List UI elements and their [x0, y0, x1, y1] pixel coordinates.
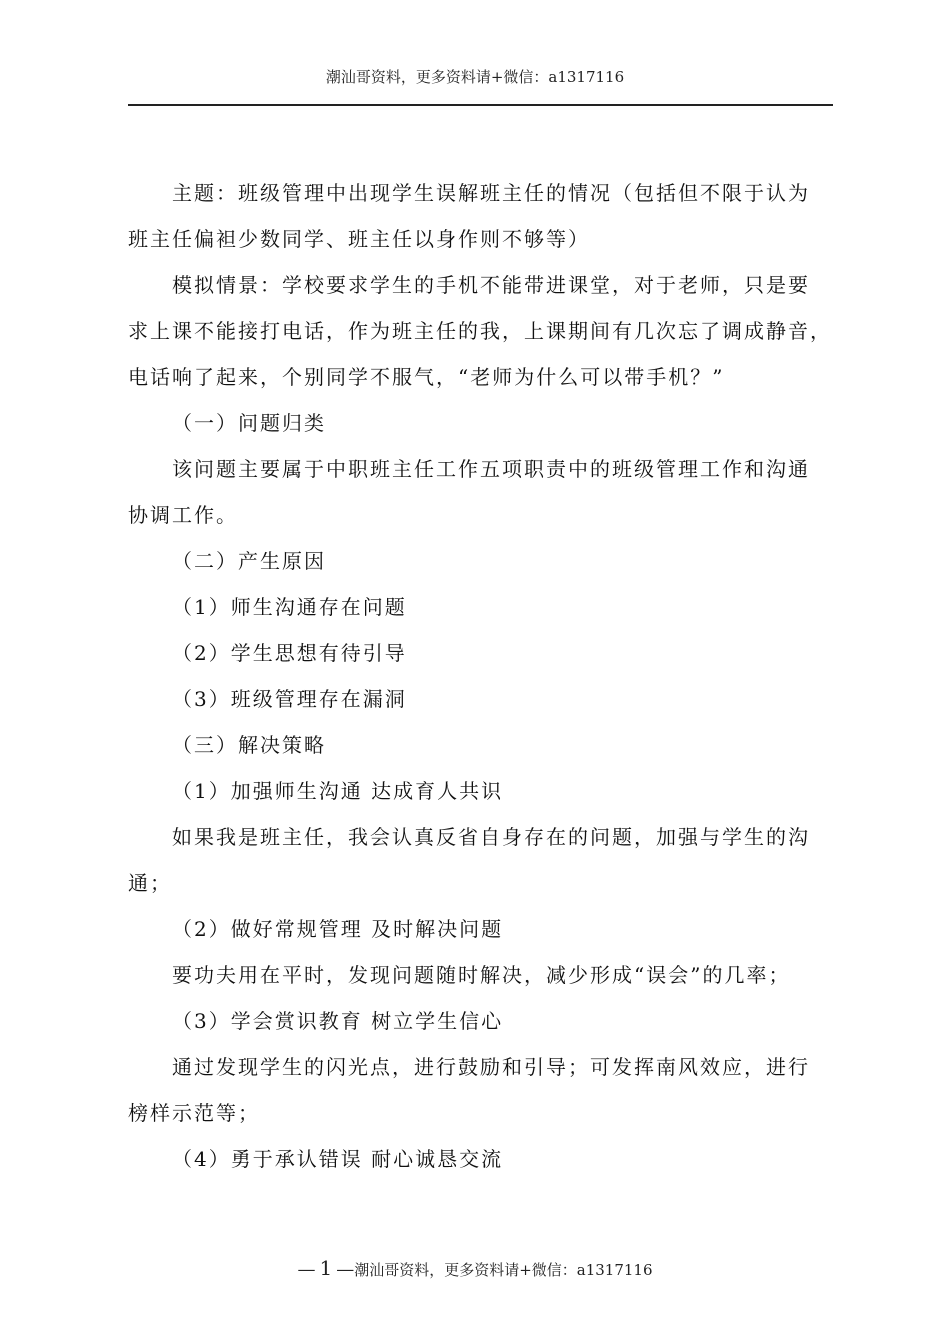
list-item: （2）学生思想有待引导 [172, 641, 407, 665]
footer-dash-right: — [336, 1259, 355, 1280]
paragraph-line: 该问题主要属于中职班主任工作五项职责中的班级管理工作和沟通 [172, 457, 810, 481]
section-heading: （二）产生原因 [172, 549, 326, 573]
strategy-heading: （2）做好常规管理 及时解决问题 [172, 917, 504, 941]
paragraph-line: 班主任偏袒少数同学、班主任以身作则不够等） [128, 227, 590, 251]
paragraph-line: 如果我是班主任，我会认真反省自身存在的问题，加强与学生的沟 [172, 825, 810, 849]
paragraph-line: 模拟情景：学校要求学生的手机不能带进课堂，对于老师，只是要 [172, 273, 810, 297]
page-header: 潮汕哥资料，更多资料请+微信：a1317116 [325, 68, 625, 86]
list-item: （1）师生沟通存在问题 [172, 595, 407, 619]
page-number: 1 [319, 1256, 333, 1280]
strategy-heading: （4）勇于承认错误 耐心诚恳交流 [172, 1147, 504, 1171]
document-body [128, 170, 833, 1182]
header-divider [128, 104, 833, 106]
list-item: （3）班级管理存在漏洞 [172, 687, 407, 711]
paragraph-line: 电话响了起来，个别同学不服气，“老师为什么可以带手机？” [128, 365, 725, 389]
footer-text: 潮汕哥资料，更多资料请+微信：a1317116 [354, 1261, 653, 1279]
paragraph-line: 通； [128, 871, 172, 895]
page-footer [0, 1256, 950, 1280]
paragraph-line: 协调工作。 [128, 503, 238, 527]
paragraph-line: 主题：班级管理中出现学生误解班主任的情况（包括但不限于认为 [172, 181, 810, 205]
paragraph-line: 要功夫用在平时，发现问题随时解决，减少形成“误会”的几率； [172, 963, 791, 987]
paragraph-line: 求上课不能接打电话，作为班主任的我，上课期间有几次忘了调成静音， [128, 319, 832, 343]
footer-dash-left: — [297, 1259, 316, 1280]
strategy-heading: （3）学会赏识教育 树立学生信心 [172, 1009, 504, 1033]
paragraph-line: 榜样示范等； [128, 1101, 260, 1125]
paragraph-line: 通过发现学生的闪光点，进行鼓励和引导；可发挥南风效应，进行 [172, 1055, 810, 1079]
section-heading: （三）解决策略 [172, 733, 326, 757]
section-heading: （一）问题归类 [172, 411, 326, 435]
strategy-heading: （1）加强师生沟通 达成育人共识 [172, 779, 504, 803]
